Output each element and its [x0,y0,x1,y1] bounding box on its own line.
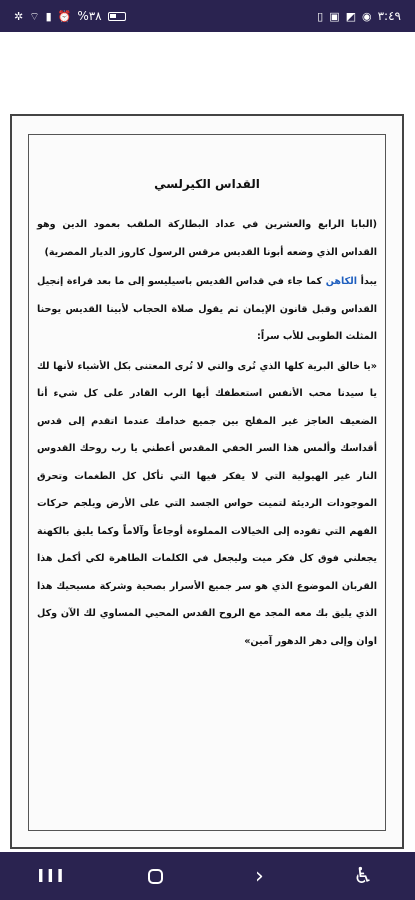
settings-icon: ✲ [14,9,24,23]
document-viewer[interactable] [0,32,415,852]
paragraph-prayer: «يا خالق البرية كلها الذي تُرى والتي لا تُرى المعتنى بكل الأشياء لأنها لك يا سيدنا محب الأنفس استعطفك أيها الرب القادر على كل شيء أنا الضعيف العاجز غير المفلح بين جميع خدامك عندما اتقدم إلى قدس أقداسك وألمس هذا السر الخفي المقدس أعطني يا رب روحك القدوس النار غير الهيولية التي لا يفكر فيها التي تأكل كل الطغمات وتحرق الموجودات الرديئة لتميت حواس الجسد التي على الأرض ويلجم حركات الفهم التي تقوده إلى الخيالات المملوءة أوجاعاً وآلاماً وكما يليق بالكهنة يجعلني فوق كل فكر ميت وليجعل في الكلمات الطاهرة لكي أكمل هذا القربان الموضوع الذي هو سر جميع الأسرار بصحية وشركة مسيحيك هذا الذي يليق بك معه المجد مع الروح القدس المحيي المساوي لك الآن وكل اوان وإلى دهر الدهور آمين» [37,360,377,647]
back-icon: › [254,863,264,889]
paragraph-rubric [37,268,377,351]
accessibility-button[interactable] [341,854,385,898]
recents-icon: III [37,865,67,887]
accessibility-icon: ♿ [353,863,373,889]
recents-button[interactable] [30,854,74,898]
signal-icon: ▮ [45,9,52,23]
home-button[interactable] [134,854,178,898]
alarm-icon: ⏰ [57,9,72,23]
gallery-icon: ▣ [329,9,340,23]
rubric-text-start: يبدأ [357,276,377,287]
messenger-icon: ◉ [362,9,372,23]
status-right-group [317,9,401,23]
document-content [28,134,386,831]
rubric-text-end: كما جاء في قداس القديس باسيليسو إلى ما بعد قراءة إنجيل القداس وقبل قانون الإيمان ثم يقول صلاة الحجاب لأبينا القديس يوحنا المثلث الطوبى للأب سراً: [37,276,377,342]
status-left-group [14,9,126,23]
document-title: القداس الكيرلسي [154,177,260,191]
wifi-icon: ⌔ [29,9,40,23]
battery-percent: %٣٨ [77,9,102,23]
back-button[interactable] [237,854,281,898]
rubric-highlight-word: الكاهن [325,276,358,287]
vibrate-icon: ▯ [317,9,324,23]
navigation-bar [0,852,415,900]
battery-icon [108,12,126,21]
photo-icon: ◩ [345,9,356,23]
document-page [10,114,404,849]
home-icon [148,869,163,884]
status-time: ٣:٤٩ [377,9,401,23]
status-bar [0,0,415,32]
paragraph-intro: (البابا الرابع والعشرين في عداد البطاركة الملقب بعمود الدين وهو القداس الذي وضعه أبونا القديس مرقس الرسول كاروز الديار المصرية) [37,219,377,258]
